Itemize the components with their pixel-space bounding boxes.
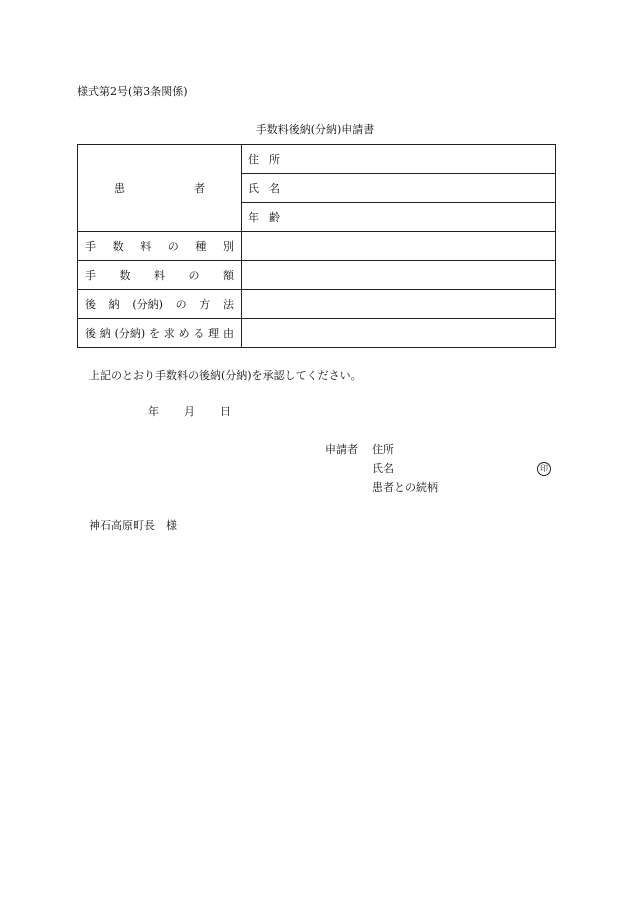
label-glyph: 納 <box>99 327 111 340</box>
date-year: 年 <box>148 405 159 418</box>
reason-value[interactable] <box>242 319 556 348</box>
patient-address-label: 住所 <box>248 153 290 166</box>
label-glyph: の <box>188 269 200 282</box>
label-glyph: の <box>167 240 179 253</box>
label-glyph: 額 <box>223 269 234 282</box>
request-statement: 上記のとおり手数料の後納(分納)を承認してください。 <box>89 369 362 382</box>
form-number: 様式第2号(第3条関係) <box>77 85 188 98</box>
label-glyph: 理 <box>208 327 220 340</box>
reason-label-cell <box>78 319 242 348</box>
label-glyph: 方 <box>199 298 211 311</box>
label-glyph: 求 <box>163 327 175 340</box>
patient-label <box>78 180 241 196</box>
applicant-label: 申請者 <box>325 443 358 456</box>
payment-method-value[interactable] <box>242 290 556 319</box>
patient-age-cell <box>242 203 556 232</box>
fee-amount-label <box>78 267 241 283</box>
applicant-name-label: 氏名 <box>372 462 394 475</box>
label-glyph: め <box>178 327 190 340</box>
fee-amount-label-cell <box>78 261 242 290</box>
fee-amount-value[interactable] <box>242 261 556 290</box>
application-table <box>77 144 556 348</box>
label-glyph: (分納) <box>114 327 146 340</box>
patient-name-cell <box>242 174 556 203</box>
patient-address-cell <box>242 145 556 174</box>
label-glyph: 数 <box>119 269 131 282</box>
payment-method-label <box>78 296 241 312</box>
document-title: 手数料後納(分納)申請書 <box>255 123 375 136</box>
label-glyph: (分納) <box>132 298 163 311</box>
date-day: 日 <box>220 405 231 418</box>
reason-label <box>78 325 241 341</box>
fee-type-label <box>78 238 241 254</box>
label-glyph: 料 <box>154 269 165 282</box>
applicant-address-label: 住所 <box>372 443 394 456</box>
relationship-label: 患者との続柄 <box>372 481 438 494</box>
label-glyph: 患 <box>114 182 125 195</box>
label-glyph: を <box>148 327 160 340</box>
label-glyph: 別 <box>222 240 234 253</box>
label-glyph: 後 <box>85 327 96 340</box>
addressee: 神石高原町長 様 <box>89 519 177 532</box>
label-glyph: 納 <box>108 298 120 311</box>
label-glyph: 者 <box>194 182 205 195</box>
label-glyph: る <box>193 327 205 340</box>
label-glyph: の <box>175 298 187 311</box>
label-glyph: 種 <box>195 240 207 253</box>
fee-type-value[interactable] <box>242 232 556 261</box>
label-glyph: 法 <box>222 298 234 311</box>
label-glyph: 料 <box>140 240 152 253</box>
patient-age-label: 年齢 <box>248 211 290 224</box>
seal-mark: 印 <box>537 462 551 476</box>
label-glyph: 手 <box>85 240 96 253</box>
patient-label-cell <box>78 145 242 232</box>
label-glyph: 数 <box>112 240 124 253</box>
payment-method-label-cell <box>78 290 242 319</box>
patient-name-label: 氏名 <box>248 182 290 195</box>
date-month: 月 <box>184 405 195 418</box>
fee-type-label-cell <box>78 232 242 261</box>
label-glyph: 由 <box>222 327 234 340</box>
label-glyph: 手 <box>85 269 96 282</box>
label-glyph: 後 <box>85 298 96 311</box>
